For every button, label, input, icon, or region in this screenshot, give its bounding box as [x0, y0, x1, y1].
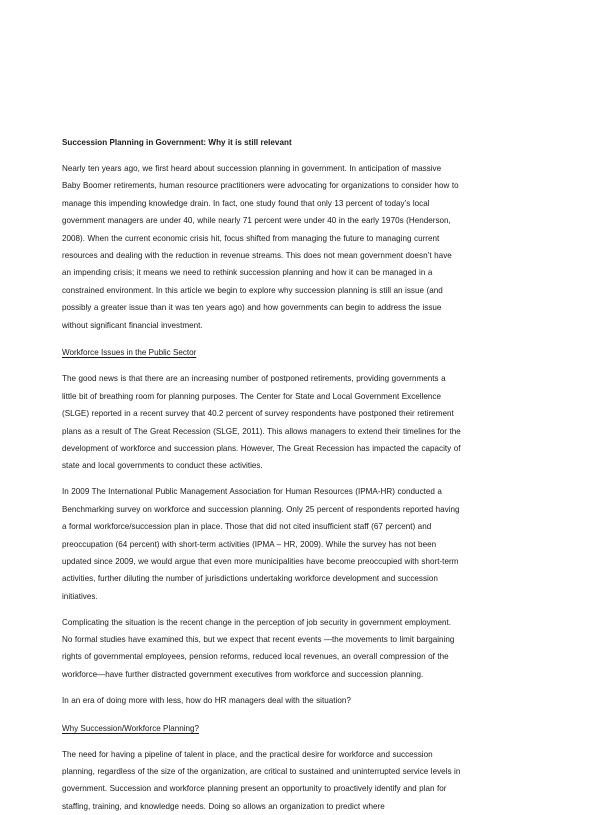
paragraph-good-news: The good news is that there are an increasing number of postponed retirements, providing governments a little bit of breathing room for planning purposes. The Center for State and Local Government Excellence (SLGE) reported in a recent survey that 40.2 percent of survey respondents have postponed their retirement plans as a result of The Great Recession (SLGE, 2011). This allows managers to extend their timelines for the development of workforce and succession plans. However, The Great Recession has impacted the capacity of state and local governments to conduct these activities.	[62, 374, 461, 471]
document-title: Succession Planning in Government: Why it is still relevant	[62, 138, 292, 147]
paragraph-ipma-survey: In 2009 The International Public Management Association for Human Resources (IPMA-HR) conducted a Benchmarking survey on workforce and succession planning. Only 25 percent of respondents reported having a formal workforce/succession plan in place. Those that did not cited insufficient staff (67 percent) and preoccupation (64 percent) with short-term activities (IPMA – HR, 2009). While the survey has not been updated since 2009, we would argue that even more municipalities have become preoccupied with short-term activities, further diluting the number of jurisdictions undertaking workforce development and succession initiatives.	[62, 487, 460, 601]
paragraph-pipeline: The need for having a pipeline of talent in place, and the practical desire for workforce and succession planning, regardless of the size of the organization, are critical to sustained and uninterrupted service levels in government. Succession and workforce planning present an opportunity to proactively identify and plan for staffing, training, and knowledge needs. Doing so allows an organization to predict where	[62, 749, 461, 811]
section-heading-workforce-issues-wrap	[62, 342, 462, 361]
paragraph-intro: Nearly ten years ago, we first heard about succession planning in government. In anticipation of massive Baby Boomer retirements, human resource practitioners were advocating for organizations to consider how to manage this impending knowledge drain. In fact, one study found that only 13 percent of today’s local government managers are under 40, while nearly 71 percent were under 40 in the early 1970s (Henderson, 2008). When the current economic crisis hit, focus shifted from managing the future to managing current resources and dealing with the reduction in revenue streams. This does not mean government doesn’t have an impending crisis; it means we need to rethink succession planning and how it can be managed in a constrained environment. In this article we begin to explore why succession planning is still an issue (and possibly a greater issue than it was ten years ago) and how governments can begin to address the issue without significant financial investment.	[62, 163, 459, 330]
document-body	[62, 134, 462, 815]
section-heading-workforce-issues: Workforce Issues in the Public Sector	[62, 348, 197, 358]
section-heading-why-succession: Why Succession/Workforce Planning?	[62, 723, 200, 733]
paragraph-job-security: Complicating the situation is the recent change in the perception of job security in government employment. No formal studies have examined this, but we expect that recent events —the movements to limit bargaining rights of governmental employees, pension reforms, reduced local revenues, an overall compression of the workforce—have further distracted government executives from workforce and succession planning.	[62, 617, 455, 679]
section-heading-why-succession-wrap	[62, 718, 462, 737]
paragraph-era-question: In an era of doing more with less, how do HR managers deal with the situation?	[62, 695, 351, 705]
